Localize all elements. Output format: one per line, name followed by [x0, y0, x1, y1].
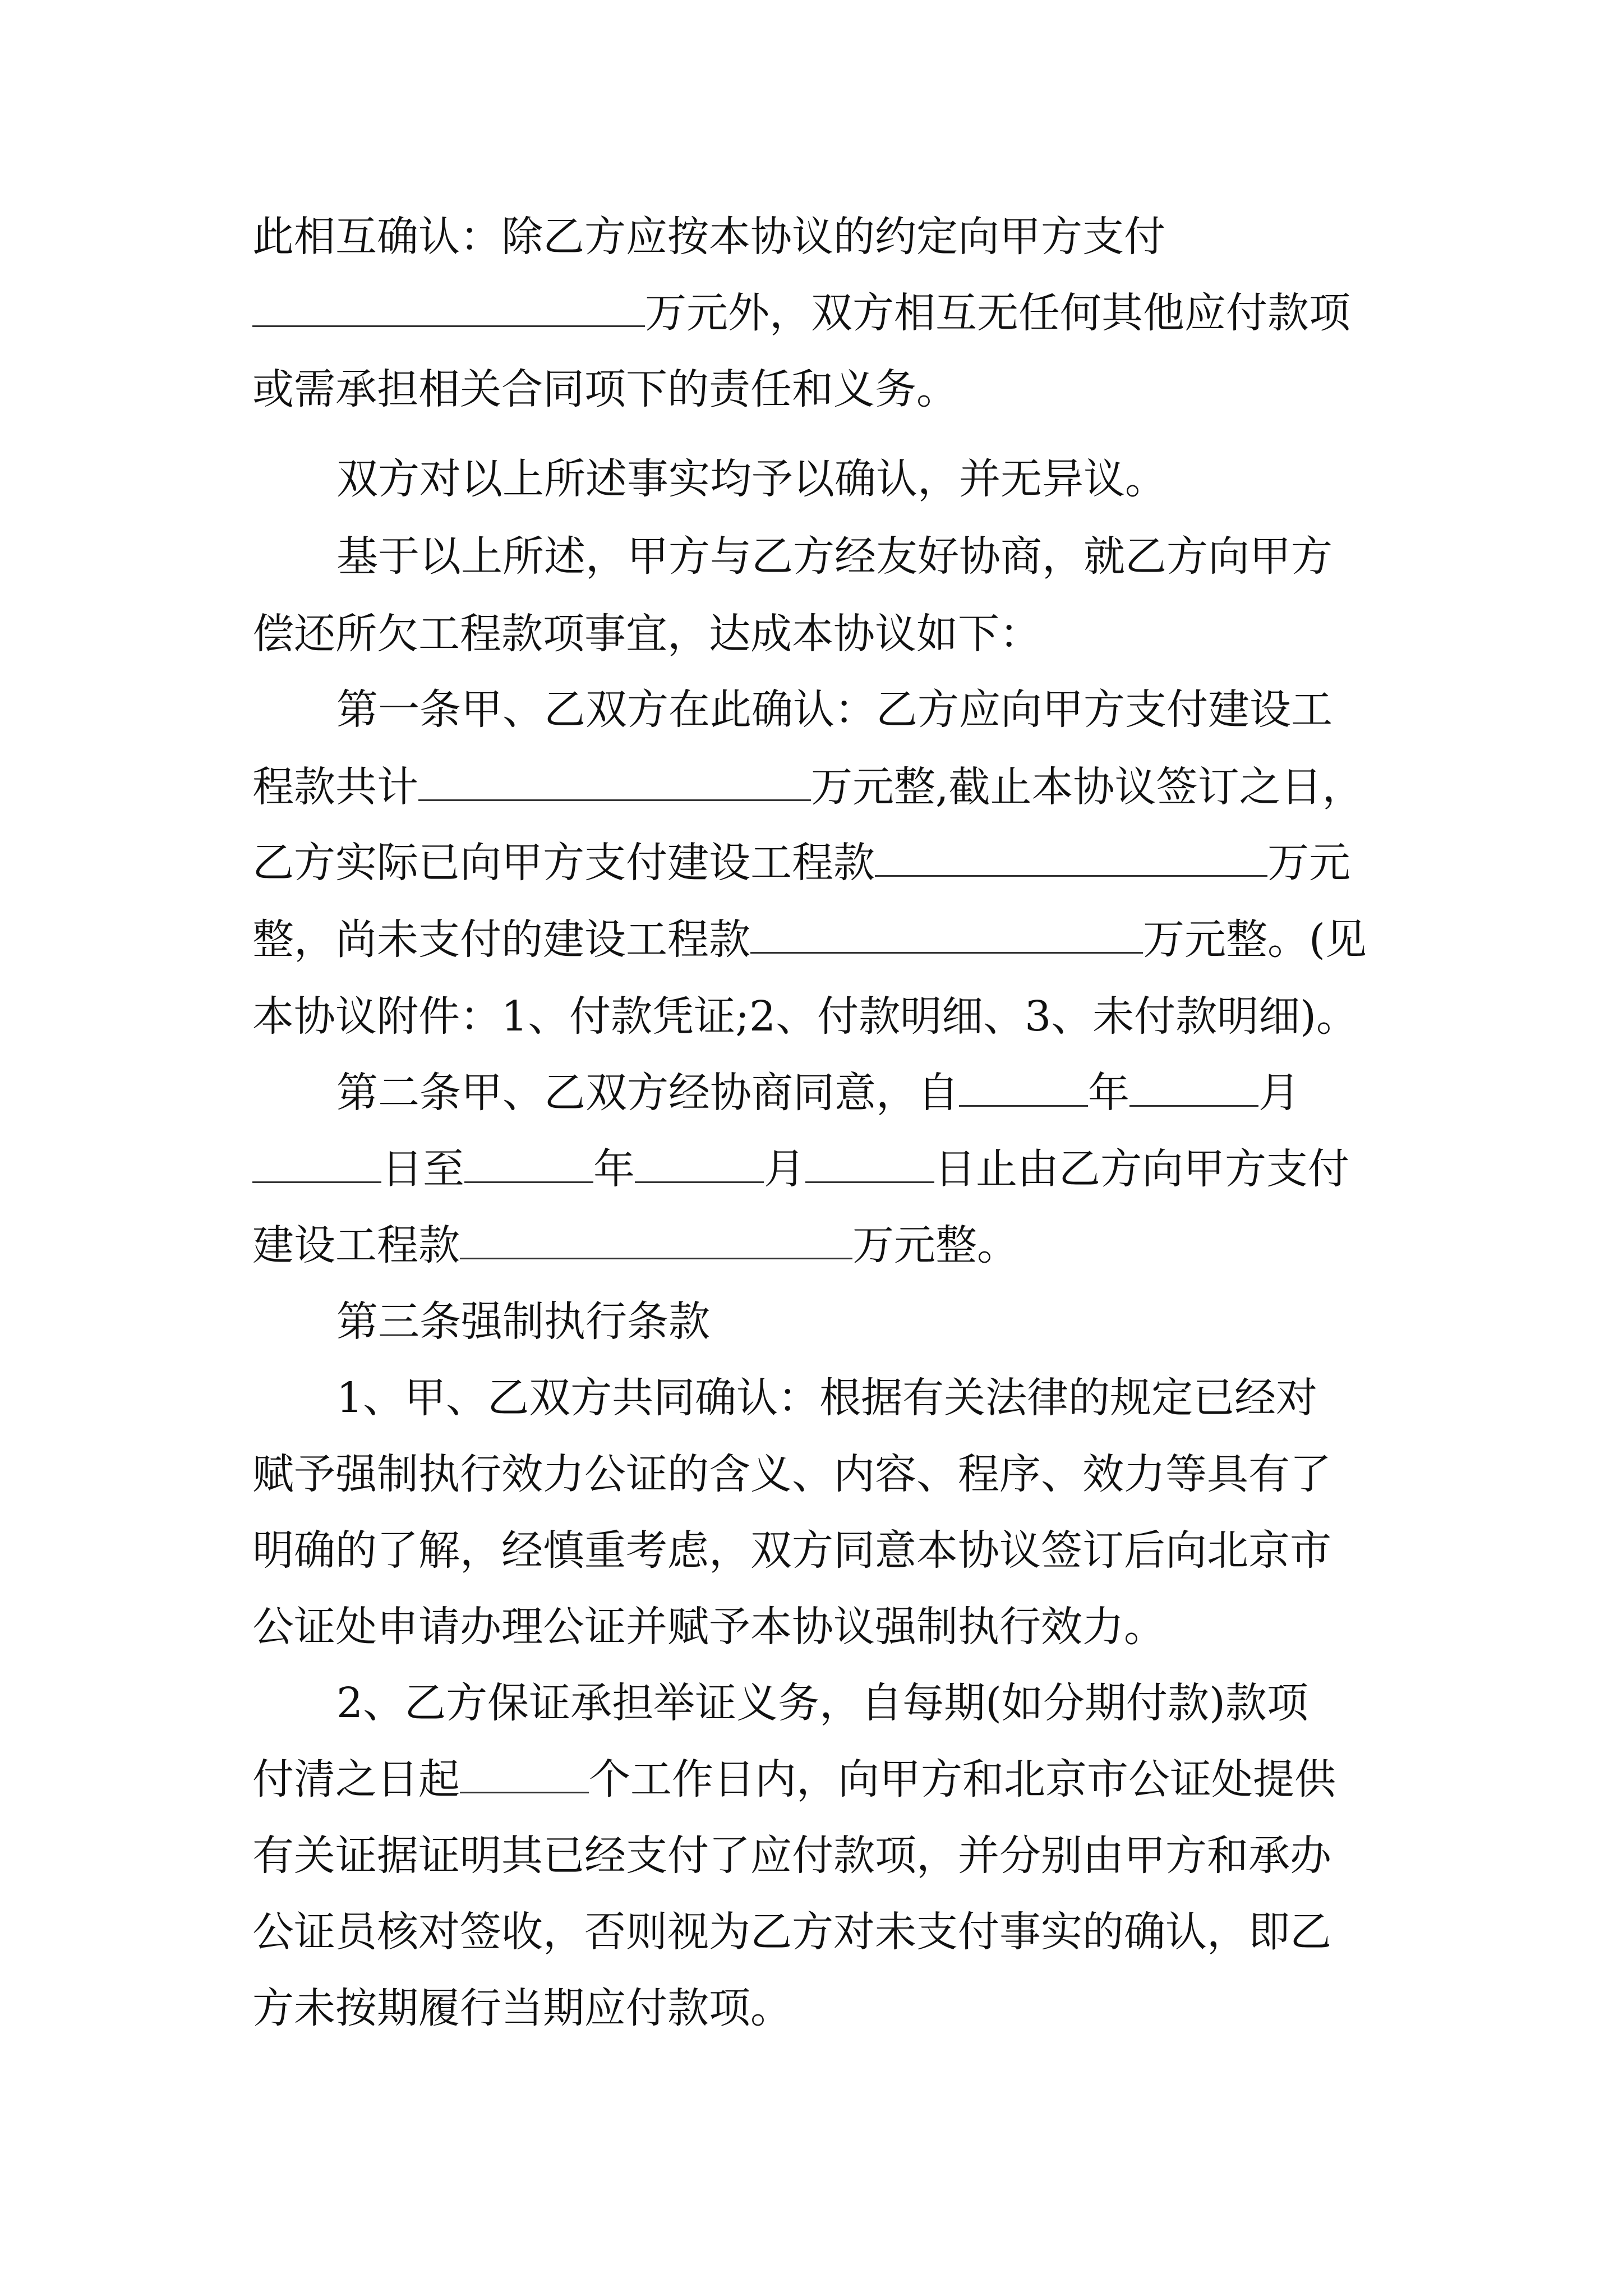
- text-line: 明确的了解，经慎重考虑，双方同意本协议签订后向北京市: [252, 1526, 1331, 1575]
- text-line: 基于以上所述，甲方与乙方经友好协商，就乙方向甲方: [336, 532, 1332, 581]
- text-line: 万元外，双方相互无任何其他应付款项: [252, 285, 1350, 341]
- fill-in-blank: [252, 291, 645, 327]
- text-line: 第一条甲、乙双方在此确认：乙方应向甲方支付建设工: [336, 685, 1332, 734]
- fill-in-blank: [635, 1147, 764, 1183]
- fill-in-blank: [418, 765, 811, 801]
- text-line: 付清之日起 个工作日内，向甲方和北京市公证处提供: [252, 1755, 1336, 1803]
- text-line: 1、甲、乙双方共同确认：根据有关法律的规定已经对: [336, 1374, 1318, 1422]
- fill-in-blank: [805, 1147, 934, 1183]
- text-line: 整，尚未支付的建设工程款 万元整。(见: [252, 915, 1367, 964]
- text-line: 或需承担相关合同项下的责任和义务。: [252, 365, 958, 413]
- text-line: 此相互确认：除乙方应按本协议的约定向甲方支付: [252, 213, 1165, 261]
- text-line: 双方对以上所述事实均予以确认，并无异议。: [336, 455, 1166, 503]
- fill-in-blank: [252, 1147, 381, 1183]
- text-line: 第二条甲、乙双方经协商同意，自 年 月: [336, 1069, 1300, 1117]
- fill-in-blank: [1129, 1070, 1258, 1107]
- fill-in-blank: [750, 917, 1143, 954]
- text-line: 乙方实际已向甲方支付建设工程款 万元: [252, 839, 1350, 887]
- text-line: 公证处申请办理公证并赋予本协议强制执行效力。: [252, 1603, 1165, 1651]
- text-line: 赋予强制执行效力公证的含义、内容、程序、效力等具有了: [252, 1450, 1331, 1498]
- text-line: 日至 年 月 日止由乙方向甲方支付: [252, 1141, 1349, 1197]
- text-line: 程款共计 万元整,截止本协议签订之日，: [252, 763, 1364, 811]
- text-line: 建设工程款 万元整。: [252, 1221, 1018, 1269]
- fill-in-blank: [875, 840, 1267, 877]
- text-line: 本协议附件：1、付款凭证;2、付款明细、3、未付款明细)。: [252, 992, 1358, 1041]
- text-line: 方未按期履行当期应付款项。: [252, 1984, 792, 2032]
- fill-in-blank: [464, 1147, 593, 1183]
- fill-in-blank: [959, 1070, 1088, 1107]
- text-line: 有关证据证明其已经支付了应付款项，并分别由甲方和承办: [252, 1832, 1331, 1880]
- fill-in-blank: [460, 1757, 589, 1793]
- fill-in-blank: [460, 1223, 852, 1259]
- section-heading: 第三条强制执行条款: [336, 1297, 710, 1346]
- text-line: 2、乙方保证承担举证义务，自每期(如分期付款)款项: [336, 1679, 1308, 1727]
- text-line: 偿还所欠工程款项事宜，达成本协议如下：: [252, 610, 1041, 658]
- text-line: 公证员核对签收，否则视为乙方对未支付事实的确认，即乙: [252, 1908, 1331, 1956]
